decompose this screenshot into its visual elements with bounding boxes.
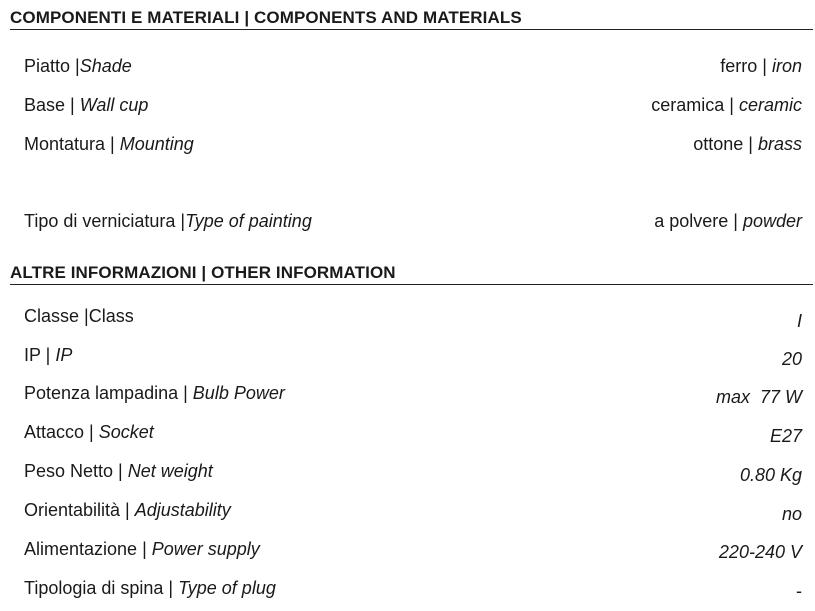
info-label — [24, 304, 134, 328]
components-header-title: COMPONENTI E MATERIALI | COMPONENTS AND MATERIALS — [10, 8, 522, 27]
info-value: E27 — [769, 426, 802, 446]
label-en: Type of painting — [185, 211, 312, 231]
info-label — [24, 498, 231, 522]
label-en: Power supply — [151, 539, 260, 559]
spec-row-mounting — [24, 132, 802, 156]
info-value: 0.80 Kg — [739, 465, 802, 485]
info-label — [24, 343, 72, 367]
label-it: Attacco | — [24, 422, 99, 442]
value-en: ceramic — [738, 95, 802, 115]
label-it: Tipo di verniciatura | — [24, 211, 186, 231]
info-row-socket — [24, 420, 802, 444]
spec-label — [24, 54, 132, 78]
info-value: I — [796, 311, 802, 331]
spec-value — [654, 209, 802, 233]
label-en: Socket — [98, 422, 154, 442]
label-en: Shade — [79, 56, 132, 76]
spec-label — [24, 209, 312, 233]
info-value: 20 — [781, 349, 802, 369]
info-row-power-supply — [24, 537, 802, 561]
spec-label — [24, 93, 148, 117]
label-it: Base | — [24, 95, 80, 115]
info-label — [24, 459, 213, 483]
label-it: Piatto | — [24, 56, 80, 76]
info-row-plug-type — [24, 576, 802, 600]
info-row-net-weight — [24, 459, 802, 483]
label-en: Adjustability — [134, 500, 231, 520]
other-info-section-header — [10, 263, 813, 285]
label-it: Classe |Class — [24, 306, 134, 326]
spec-row-wall-cup — [24, 93, 802, 117]
spec-value — [693, 132, 802, 156]
label-it: Peso Netto | — [24, 461, 128, 481]
label-en: IP — [55, 345, 73, 365]
label-it: Potenza lampadina | — [24, 383, 193, 403]
label-it: IP | — [24, 345, 56, 365]
label-en: Type of plug — [178, 578, 276, 598]
spec-row-shade — [24, 54, 802, 78]
label-en: Wall cup — [79, 95, 149, 115]
info-row-class — [24, 304, 802, 331]
spec-label — [24, 132, 194, 156]
value-en: brass — [757, 134, 802, 154]
value-en: powder — [742, 211, 802, 231]
label-it: Tipologia di spina | — [24, 578, 179, 598]
info-row-ip — [24, 343, 802, 367]
info-label — [24, 576, 276, 600]
spec-row-painting — [24, 209, 802, 233]
value-it: ceramica | — [651, 95, 739, 115]
info-value: no — [781, 504, 802, 524]
info-row-adjustability — [24, 498, 802, 522]
info-label — [24, 420, 154, 444]
info-value: - — [796, 581, 802, 601]
spec-value — [720, 54, 802, 78]
label-it: Orientabilità | — [24, 500, 135, 520]
label-en: Net weight — [127, 461, 213, 481]
value-en: iron — [771, 56, 802, 76]
label-it: Alimentazione | — [24, 539, 152, 559]
info-value: max 77 W — [715, 387, 802, 407]
info-row-bulb-power — [24, 381, 802, 405]
info-label — [24, 537, 260, 561]
label-en: Bulb Power — [192, 383, 285, 403]
spec-value — [651, 93, 802, 117]
info-value: 220-240 V — [718, 542, 802, 562]
label-it: Montatura | — [24, 134, 120, 154]
other-info-header-title: ALTRE INFORMAZIONI | OTHER INFORMATION — [10, 263, 396, 282]
value-it: ferro | — [720, 56, 772, 76]
info-label — [24, 381, 285, 405]
value-it: a polvere | — [654, 211, 743, 231]
components-section-header — [10, 8, 813, 30]
value-it: ottone | — [693, 134, 758, 154]
label-en: Mounting — [119, 134, 194, 154]
